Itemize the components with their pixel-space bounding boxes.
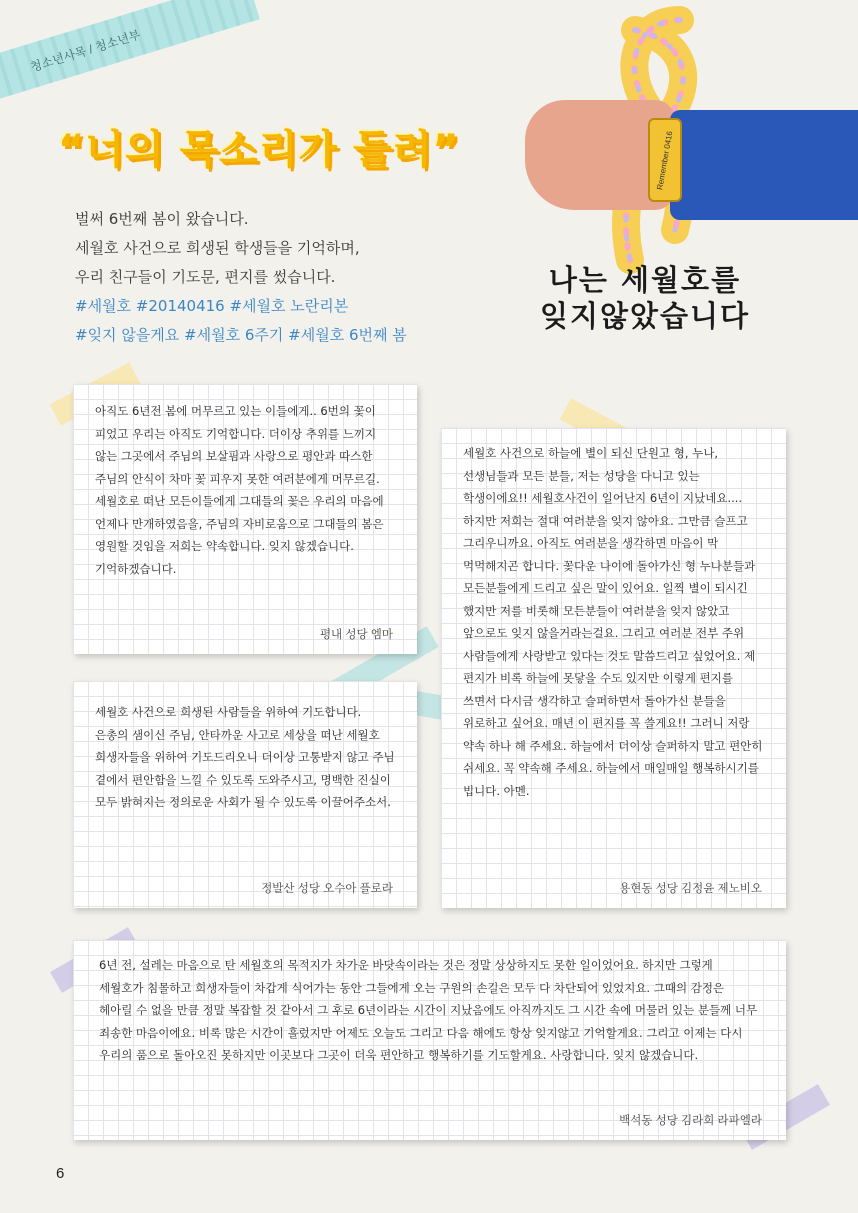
sleeve-icon	[670, 110, 858, 220]
letter-signature: 평내 성당 엠마	[319, 629, 393, 641]
letter-card	[73, 681, 417, 908]
letter-card	[441, 428, 786, 908]
wristband-text: Remember 0416	[655, 129, 675, 191]
letter-card	[73, 940, 786, 1140]
intro-line: 벌써 6번째 봄이 왔습니다.	[75, 210, 249, 228]
slogan-line: 나는 세월호를	[548, 263, 742, 297]
letter-text: 세월호 사건으로 희생된 사람들을 위하여 기도합니다. 은총의 샘이신 주님, 안타까운 사고로 세상을 떠난 세월호 희생자들을 위하여 기도드리오니 더이상 고통받지 않고 주님 곁에서 편안함을 느낄 수 있도록 도와주시고, 명백한 진실이 모두 밝혀지는 정의로운 사회가 될 수 있도록 이끌어주소서.	[95, 705, 395, 809]
letter-text: 6년 전, 설레는 마음으로 탄 세월호의 목적지가 차가운 바닷속이라는 것은 정말 상상하지도 못한 일이었어요. 하지만 그렇게 세월호가 침몰하고 희생자들이 차갑게 식어가는 동안 그들에게 오는 구원의 손길은 모두 다 차단되어 있었지요. 그때의 감정은 헤아릴 수 없을 만큼 정말 복잡할 것 같아서 그 후로 6년이라는 시간이 지났음에도 아직까지도 그 시간 속에 머물러 있는 분들께 너무 죄송한 마음이에요. 비록 많은 시간이 흘렀지만 어제도 오늘도 그리고 다음 해에도 항상 잊지않고 기억할게요. 그리고 이제는 다시 우리의 품으로 돌아오진 못하지만 이곳보다 그곳이 더욱 편안하고 행복하기를 기도할게요. 사랑합니다. 잊지 않겠습니다.	[99, 958, 758, 1062]
letter-signature: 정발산 성당 오수아 플로라	[261, 883, 393, 895]
slogan	[520, 262, 770, 334]
page-number: 6	[56, 1165, 65, 1182]
hashtag-line: #잊지 않을게요 #세월호 6주기 #세월호 6번째 봄	[75, 326, 407, 344]
intro-text	[75, 205, 407, 350]
intro-line: 우리 친구들이 기도문, 편지를 썼습니다.	[75, 268, 336, 286]
section-label: 청소년사목 / 청소년부	[28, 27, 143, 75]
remember-ribbon-illustration	[520, 0, 858, 380]
remember-wristband	[648, 118, 682, 202]
letter-card	[73, 384, 417, 654]
letter-signature: 백석동 성당 김라희 라파엘라	[619, 1115, 762, 1127]
intro-line: 세월호 사건으로 희생된 학생들을 기억하며,	[75, 239, 360, 257]
letter-text: 세월호 사건으로 하늘에 별이 되신 단원고 형, 누나, 선생님들과 모든 분들, 저는 성당을 다니고 있는 학생이에요!! 세월호사건이 일어난지 6년이 지났네요.... 하지만 저희는 절대 여러분을 잊지 않아요. 그만큼 슬프고 그리우니까요. 아직도 여러분을 생각하면 마음이 막 먹먹해지곤 합니다. 꽃다운 나이에 돌아가신 형 누나분들과 모든분들에게 드리고 싶은 말이 있어요. 일찍 별이 되시긴 했지만 저를 비롯해 모든분들이 여러분을 잊지 않았고 앞으로도 잊지 않을거라는걸요. 그리고 여러분 전부 주위 사람들에게 사랑받고 있다는 것도 말씀드리고 싶었어요. 제 편지가 비록 하늘에 못닿을 수도 있지만 이렇게 편지를 쓰면서 다시금 생각하고 슬퍼하면서 돌아가신 분들을 위로하고 싶어요. 매년 이 편지를 꼭 쓸게요!! 그러니 저랑 약속 하나 해 주세요. 하늘에서 더이상 슬퍼하지 말고 편안히 쉬세요. 꼭 약속해 주세요. 하늘에서 매일매일 행복하시기를 빕니다. 아멘.	[463, 446, 763, 798]
slogan-line: 잊지않았습니다	[539, 299, 751, 333]
section-tab-tape	[0, 0, 260, 107]
hashtag-line: #세월호 #20140416 #세월호 노란리본	[75, 297, 349, 315]
letter-signature: 용현동 성당 김정윤 제노비오	[619, 883, 762, 895]
page-title: “너의 목소리가 들려”	[58, 127, 460, 173]
letter-text: 아직도 6년전 봄에 머무르고 있는 이들에게.. 6번의 꽃이 피었고 우리는 아직도 기억합니다. 더이상 추위를 느끼지 않는 그곳에서 주님의 보살핌과 사랑으로 평안과 따스한 주님의 안식이 차마 꽃 피우지 못한 여러분에게 머무르길. 세월호로 떠난 모든이들에게 그대들의 꽃은 우리의 마음에 언제나 만개하였음을, 주님의 자비로움으로 그대들의 봄은 영원할 것임을 저희는 약속합니다. 잊지 않겠습니다. 기억하겠습니다.	[95, 404, 384, 576]
